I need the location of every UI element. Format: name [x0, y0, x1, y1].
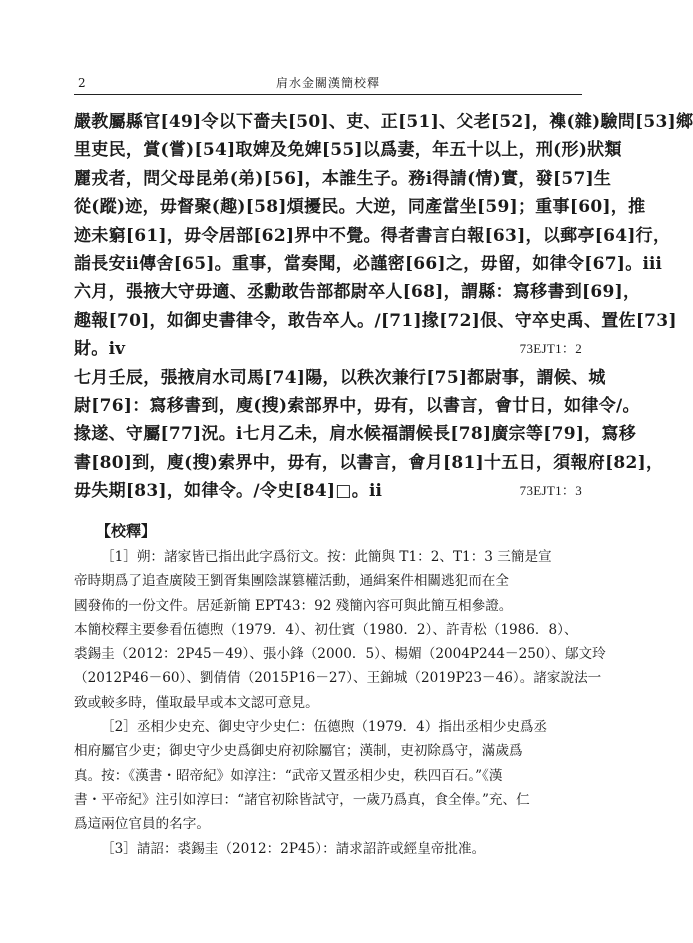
note-line: 爲這兩位官員的名字。 [74, 816, 210, 833]
note-line: 本簡校釋主要參看伍德煦（1979．4）、初仕賓（1980．2）、許青松（1986．8）、 [74, 621, 578, 638]
note-line: ［1］朔：諸家皆已指出此字爲衍文。按：此簡與 T1：2、T1：3 三簡是宣 [101, 549, 552, 565]
slip-line: 迹未窮[61]，毋令居部[62]界中不覺。得者書言白報[63]，以郵亭[64]行， [74, 225, 671, 246]
running-header [74, 74, 582, 95]
slip-line: 掾遂、守屬[77]況。ⅰ七月乙未，肩水候福謂候長[78]廣宗等[79]，寫移 [74, 424, 637, 445]
slip-line-text: 財。ⅳ [74, 339, 126, 360]
slip-line-with-number [74, 477, 582, 505]
note-line: ［3］請詔：裘錫圭（2012：2P45）：請求詔許或經皇帝批准。 [101, 840, 486, 857]
note-line: 裘錫圭（2012：2P45－49）、張小鋒（2000．5）、楊媚（2004P244－250）、鄔文玲 [74, 646, 606, 663]
note-line: 國發佈的一份文件。居延新簡 EPT43：92 殘簡內容可與此簡互相參證。 [74, 597, 513, 614]
slip-line-with-number [74, 335, 582, 363]
note-line: 帝時期爲了追查廣陵王劉胥集團陰謀篡權活動，通緝案件相關逃犯而在全 [74, 573, 509, 590]
annotation-notes [74, 545, 606, 861]
slip-line: 書[80]到，廋(搜)索界中，毋有，以書言，會月[81]十五日，須報府[82]， [74, 452, 664, 473]
slip-line: 六月，張掖大守毋適、丞勳敢告部都尉卒人[68]，謂縣：寫移書到[69]， [74, 282, 641, 303]
page-number: 2 [78, 76, 86, 90]
slip-line: 詣長安ⅱ傳舍[65]。重事，當奏聞，必謹密[66]之，毋留，如律令[67]。ⅲ [74, 253, 663, 274]
note-line: 真。按：《漢書・昭帝紀》如淳注：“武帝又置丞相少史，秩四百石。”《漢 [74, 767, 503, 784]
notes-heading: 【校釋】 [96, 522, 157, 540]
note-line: ［2］丞相少史充、御史守少史仁：伍德煦（1979．4）指出丞相少史爲丞 [101, 719, 548, 736]
slip-number: 73EJT1：2 [519, 341, 582, 357]
slip-line: 嚴教屬縣官[49]令以下嗇夫[50]、吏、正[51]、父老[52]，襍(雜)驗問[53]鄉 [74, 112, 693, 132]
slip-line: 里吏民，賞(嘗)[54]取婢及免婢[55]以爲妻，年五十以上，刑(形)狀類 [74, 140, 622, 161]
slip-line: 七月壬辰，張掖肩水司馬[74]陽，以秩次兼行[75]都尉事，謂候、城 [74, 367, 606, 388]
note-line: 相府屬官少吏；御史守少史爲御史府初除屬官；漢制，吏初除爲守，滿歲爲 [74, 743, 523, 760]
note-line: （2012P46－60）、劉倩倩（2015P16－27）、王錦城（2019P23－46）。諸家說法一 [74, 670, 602, 687]
slip-number: 73EJT1：3 [519, 483, 582, 499]
note-line: 致或較多時，僅取最早或本文認可意見。 [74, 694, 319, 711]
slip-line-text: 毋失期[83]，如律令。∕令史[84]□。ⅱ [74, 481, 383, 502]
slip-line: 尉[76]：寫移書到，廋(搜)索部界中，毋有，以書言，會廿日，如律令∕。 [74, 395, 640, 416]
note-line: 書・平帝紀》注引如淳曰：“諸官初除皆試守，一歲乃爲真，食全俸。”充、仁 [74, 791, 530, 808]
slip-line: 趣報[70]，如御史書律令，敢告卒人。∕[71]掾[72]佷、守卒史禹、置佐[73] [74, 310, 677, 331]
slip-line: 從(蹤)迹，毋督聚(趣)[58]煩擾民。大逆，同產當坐[59]；重事[60]，推 [74, 197, 646, 218]
running-title: 肩水金關漢簡校釋 [275, 76, 380, 90]
slip-text [74, 108, 693, 505]
slip-line: 麗戎者，問父母昆弟(弟)[56]，本誰生子。務ⅰ得請(情)實，發[57]生 [74, 168, 612, 189]
